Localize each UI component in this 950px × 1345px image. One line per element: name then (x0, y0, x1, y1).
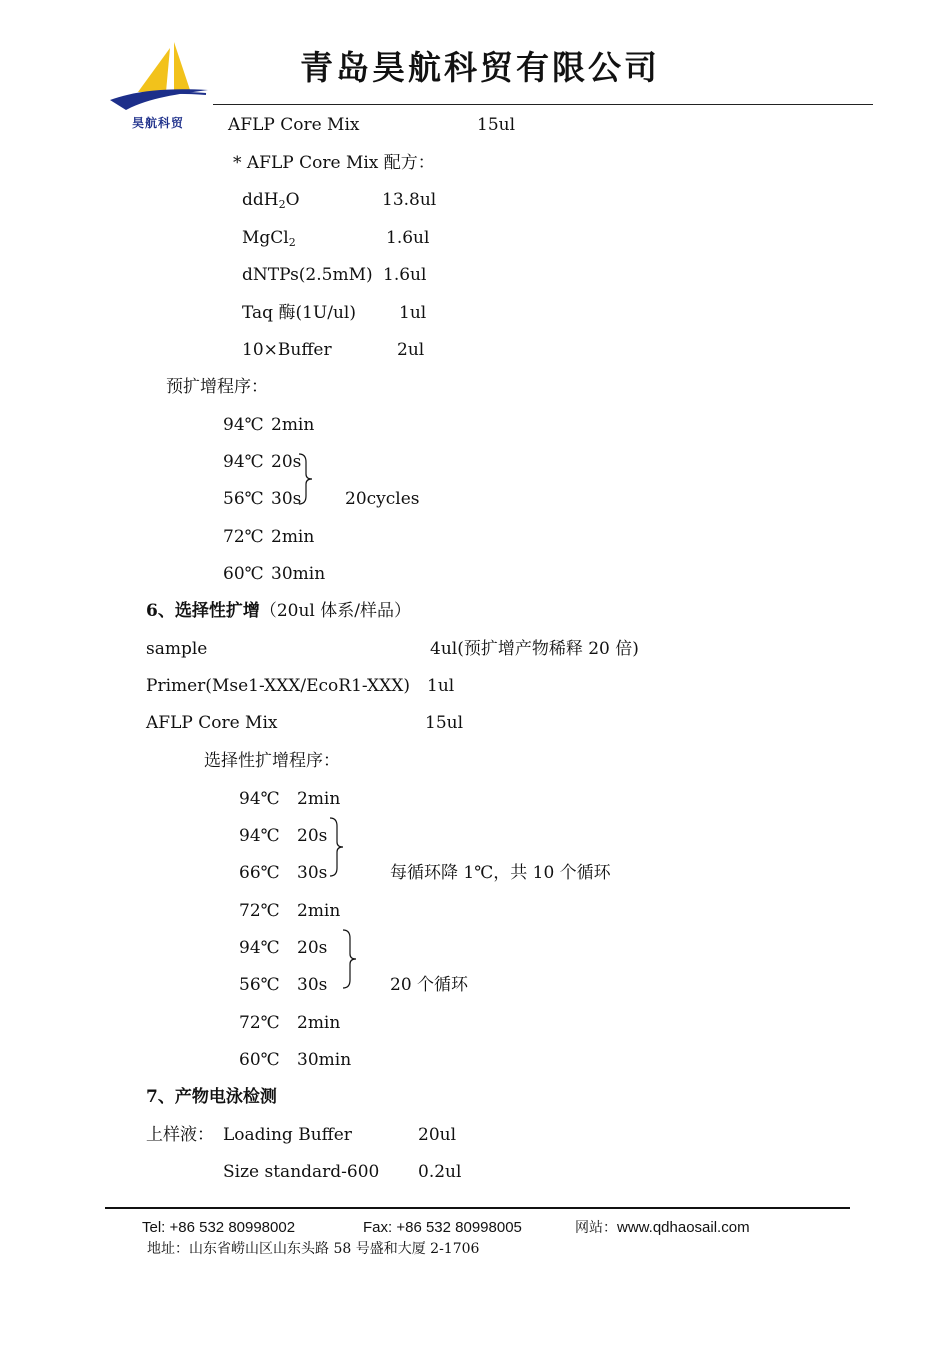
recipe-name: dNTPs(2.5mM) (242, 265, 373, 285)
reagent-value: 0.2ul (418, 1162, 462, 1182)
step-temp: 56℃ (239, 975, 280, 995)
company-name: 青岛昊航科贸有限公司 (300, 48, 660, 87)
cycle-note: 20 个循环 (390, 975, 469, 995)
step-temp: 94℃ (223, 452, 264, 472)
step-time: 2min (271, 527, 315, 547)
reagent-label: Loading Buffer (223, 1125, 352, 1145)
step-temp: 94℃ (223, 415, 264, 435)
preamp-program-title: 预扩增程序： (166, 377, 268, 397)
step-time: 2min (297, 789, 341, 809)
step-time: 30min (271, 564, 326, 584)
reagent-value: 1ul (427, 676, 455, 696)
section-6-heading: 6、选择性扩增（20ul 体系/样品） (146, 601, 411, 621)
step-temp: 60℃ (239, 1050, 280, 1070)
step-time: 20s (297, 938, 328, 958)
logo-sail-graphic (108, 40, 212, 112)
footer-address: 地址：山东省崂山区山东头路 58 号盛和大厦 2-1706 (147, 1241, 480, 1257)
footer-divider (105, 1207, 850, 1209)
step-time: 30s (297, 863, 328, 883)
reagent-label: Primer(Mse1-XXX/EcoR1-XXX) (146, 676, 410, 696)
step-time: 2min (297, 901, 341, 921)
loading-label: 上样液： (146, 1125, 214, 1145)
step-temp: 72℃ (239, 1013, 280, 1033)
step-temp: 72℃ (223, 527, 264, 547)
recipe-value: 2ul (397, 340, 425, 360)
recipe-name: ddH$_2$O (242, 190, 300, 211)
step-temp: 56℃ (223, 489, 264, 509)
reagent-label: AFLP Core Mix (146, 713, 278, 733)
cycles-note: 20cycles (345, 489, 420, 509)
step-temp: 66℃ (239, 863, 280, 883)
footer-fax: Fax: +86 532 80998005 (363, 1219, 522, 1236)
recipe-value: 1.6ul (386, 228, 430, 248)
reagent-value: 4ul(预扩增产物稀释 20 倍) (430, 639, 639, 659)
reagent-value: 15ul (425, 713, 464, 733)
step-temp: 94℃ (239, 938, 280, 958)
step-time: 20s (271, 452, 302, 472)
cycle-brace-icon (341, 928, 357, 990)
reagent-label: Size standard-600 (223, 1162, 380, 1182)
step-temp: 60℃ (223, 564, 264, 584)
step-temp: 72℃ (239, 901, 280, 921)
reagent-label: sample (146, 639, 208, 659)
recipe-name: 10×Buffer (242, 340, 332, 360)
step-temp: 94℃ (239, 789, 280, 809)
step-time: 2min (297, 1013, 341, 1033)
core-mix-value: 15ul (477, 115, 516, 135)
step-temp: 94℃ (239, 826, 280, 846)
step-time: 30s (297, 975, 328, 995)
step-time: 30s (271, 489, 302, 509)
recipe-value: 13.8ul (382, 190, 437, 210)
step-time: 30min (297, 1050, 352, 1070)
website-link[interactable]: www.qdhaosail.com (617, 1219, 750, 1236)
recipe-name: MgCl$_2$ (242, 228, 296, 249)
recipe-value: 1.6ul (383, 265, 427, 285)
cycle-note: 每循环降 1℃，共 10 个循环 (390, 863, 611, 883)
section-7-heading: 7、产物电泳检测 (146, 1087, 277, 1107)
step-time: 20s (297, 826, 328, 846)
reagent-value: 20ul (418, 1125, 457, 1145)
recipe-title: * AFLP Core Mix 配方： (233, 153, 435, 173)
cycle-brace-icon (328, 816, 344, 878)
footer-website (575, 1218, 750, 1237)
website-label: 网站： (575, 1220, 617, 1236)
company-logo (108, 40, 212, 112)
step-time: 2min (271, 415, 315, 435)
core-mix-label: AFLP Core Mix (228, 115, 360, 135)
cycle-brace-icon (297, 452, 313, 506)
footer-tel: Tel: +86 532 80998002 (142, 1219, 296, 1236)
header-divider (213, 104, 873, 105)
recipe-value: 1ul (399, 303, 427, 323)
logo-text: 昊航科贸 (132, 116, 185, 130)
selective-program-title: 选择性扩增程序： (204, 751, 340, 771)
recipe-name: Taq 酶(1U/ul) (242, 303, 356, 323)
